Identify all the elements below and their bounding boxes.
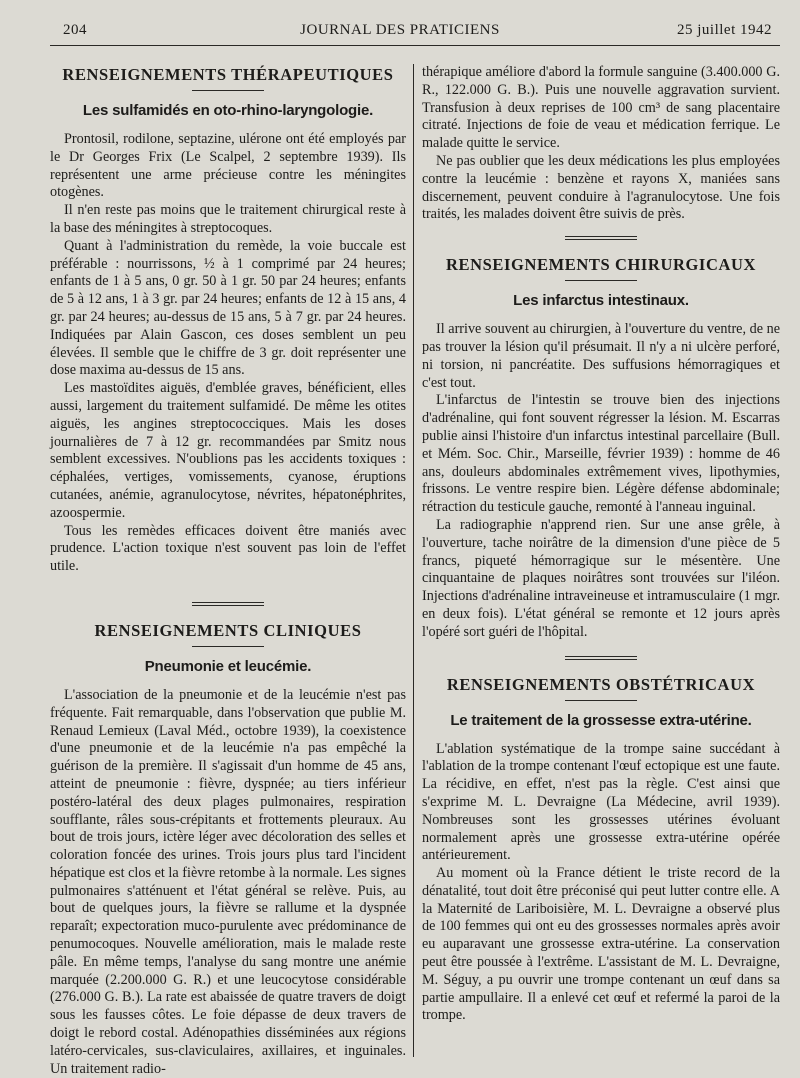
- article-title: Les sulfamidés en oto-rhino-laryngologie.: [82, 102, 374, 119]
- paragraph: Il arrive souvent au chirurgien, à l'ouverture du ventre, de ne pas trouver la lésion qu'il présumait. Il n'y a ni ulcère perforé, ni torsion, ni pancréatite. Des suffusions hémorragiques et c'est tout.: [422, 321, 780, 391]
- section-rule: [192, 646, 264, 647]
- paragraph: Les mastoïdites aiguës, d'emblée graves, bénéficient, elles aussi, largement du traitement sulfamidé. De même les otites aiguës, les angines streptococciques. Mais les doses journalières de 7 à 12 gr. recommandées par Smitz nous semblent excessives. N'oublions pas les accidents toxiques : céphalées, vertiges, vomissements, cyanose, éruptions cutanées, anémie, agranulocytose, névrites, hépatonéphrites, azoospermie.: [50, 380, 406, 521]
- section-rule: [565, 700, 637, 701]
- paragraph: thérapique améliore d'abord la formule sanguine (3.400.000 G. R., 122.000 G. B.). Puis une nouvelle aggravation survient. Transfusion à deux reprises de 100 cm³ de sang placentaire citraté. Injections de foie de veau et médication ferrique. Le malade quitte le service.: [422, 64, 780, 152]
- paragraph: Il n'en reste pas moins que le traitement chirurgical reste à la base des méningites à streptocoques.: [50, 202, 406, 236]
- section-heading: RENSEIGNEMENTS CHIRURGICAUX: [445, 255, 757, 275]
- section-separator: [565, 656, 637, 660]
- section-heading: RENSEIGNEMENTS CLINIQUES: [94, 620, 362, 640]
- article-title: Les infarctus intestinaux.: [513, 292, 689, 310]
- journal-title: JOURNAL DES PRATICIENS: [300, 22, 500, 38]
- section-heading: RENSEIGNEMENTS OBSTÉTRICAUX: [446, 674, 756, 694]
- paragraph: L'infarctus de l'intestin se trouve bien des injections d'adrénaline, qui font souvent régresser la lésion. M. Escarras publie ainsi l'histoire d'un infarctus intestinal parcellaire (Bull. et Mém. Soc. Chir., Marseille, février 1939) : homme de 46 ans, douleurs abdominales extrêmement vives, lipothymies, frissons. Le ventre respire bien. Légère défense abdominale; rétraction du testicule gauche, remonté à l'anneau inguinal.: [422, 392, 780, 516]
- header-rule: [50, 45, 780, 46]
- issue-date: 25 juillet 1942: [677, 22, 772, 38]
- paragraph: Tous les remèdes efficaces doivent être maniés avec prudence. L'action toxique n'est souvent pas loin de l'effet utile.: [50, 522, 406, 575]
- article-title: Le traitement de la grossesse extra-utérine.: [450, 711, 752, 729]
- section-rule: [565, 280, 637, 281]
- section-separator: [192, 602, 264, 606]
- paragraph: L'association de la pneumonie et de la leucémie n'est pas fréquente. Fait remarquable, dans l'observation que publie M. Renaud Lemieux (Laval Méd., octobre 1939), la coexistence d'une pneumonie et de la leucémie n'a pas empêché la guérison de la première. Il s'agissait d'un homme de 45 ans, atteint de pneumonie : fièvre, dyspnée; au tiers inférieur postéro-latéral des deux plages pulmonaires, respiration soufflante, râles sous-crépitants et frottements pleuraux. Au bout de trois jours, ictère léger avec décoloration des selles et coloration foncée des urines. Trois jours plus tard l'incident hépatique est clos et la fièvre retombe à la normale. Les signes pulmonaires s'atténuent et l'état général se relève. Puis, au bout de quelques jours, la fièvre se rallume et la dyspnée reparaît; expectoration muco-purulente avec prédominance de penumocoques. Nouvelle amélioration, mais le malade reste pâle. En même temps, l'analyse du sang montre une anémie marquée (2.200.000 G. R.) et une leucocytose considérable (276.000 G. B.). La rate est abaissée de quatre travers de doigt sous les fausses côtes. Le foie dépasse de deux travers de doigt le rebord costal. Adénopathies disséminées aux régions latéro-cervicales, sus-claviculaires, axillaires, et inguinales. Un traitement radio-: [50, 686, 406, 1077]
- paragraph: Au moment où la France détient le triste record de la dénatalité, tout doit être préconisé qui peut lutter contre elle. A la Maternité de Lariboisière, M. L. Devraigne a observé plus de 100 femmes qui ont eu des grossesses normales après avoir eu auparavant une grossesse extra-utérine. La conservation peut être poussée à l'extrême. L'assistant de M. L. Devraigne, M. Séguy, a pu ouvrir une trompe contenant un œuf dans sa partie ampullaire. Il a enlevé cet œuf et refermé la paroi de la trompe.: [422, 865, 780, 1024]
- article-title: Pneumonie et leucémie.: [144, 657, 312, 675]
- section-rule: [192, 90, 264, 91]
- right-column: [422, 64, 780, 1025]
- paragraph: Ne pas oublier que les deux médications les plus employées contre la leucémie : benzène et rayons X, maniées sans discernement, peuvent conduire à l'agranulocytose. Une fois traités, les malades doivent être suivis de près.: [422, 152, 780, 223]
- paragraph: Quant à l'administration du remède, la voie buccale est préférable : nourrissons, ½ à 1 comprimé par 24 heures; enfants de 1 à 5 ans, 0 gr. 50 à 1 gr. 50 par 24 heures; enfants de 5 à 12 ans, 1 à 3 gr. par 24 heures; enfants de 12 à 15 ans, 4 gr. par 24 heures; au-dessus de 15 ans, 5 à 7 gr. par 24 heures. Indiquées par Alain Gascon, ces doses semblent un peu élevées. Il semble que le chiffre de 3 gr. doit représenter une dose maxima au-dessus de 15 ans.: [50, 237, 406, 379]
- paragraph: L'ablation systématique de la trompe saine succédant à l'ablation de la trompe contenant l'œuf ectopique est une faute. La récidive, en effet, n'est pas la règle. C'est ainsi que s'exprime M. L. Devraigne (La Médecine, avril 1939). Nombreuses sont les grossesses utérines évoluant normalement après une grossesse extra-utérine opérée antérieurement.: [422, 740, 780, 864]
- page-number: 204: [63, 22, 87, 38]
- section-separator: [565, 236, 637, 240]
- left-column: [50, 64, 406, 1078]
- section-heading: RENSEIGNEMENTS THÉRAPEUTIQUES: [62, 65, 394, 84]
- column-divider: [413, 64, 414, 1057]
- paragraph: Prontosil, rodilone, septazine, ulérone ont été employés par le Dr Georges Frix (Le Scalpel, 2 septembre 1939). Ils représentent une arme précieuse contre les méningites otogènes.: [50, 131, 406, 201]
- paragraph: La radiographie n'apprend rien. Sur une anse grêle, à l'ouverture, tache noirâtre de la dimension d'une pièce de 5 francs, piqueté hémorragique sur le mésentère. Une cinquantaine de plaques noirâtres sont trouvées sur l'iléon. Injections d'adrénaline intraveineuse et intramusculaire (1 mgr. en deux fois). L'état général se remonte et 12 jours après l'opéré sort guéri de l'hôpital.: [422, 516, 780, 640]
